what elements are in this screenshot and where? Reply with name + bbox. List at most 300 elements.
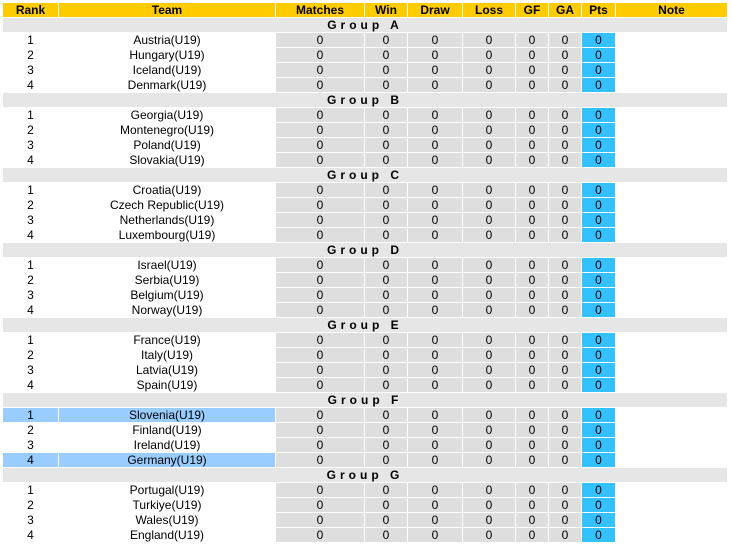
cell-loss: 0 (463, 63, 515, 77)
group-row (3, 93, 727, 107)
table-row[interactable] (3, 378, 727, 392)
cell-gf: 0 (516, 423, 548, 437)
cell-win: 0 (365, 213, 407, 227)
cell-rank: 2 (3, 123, 58, 137)
group-title: Group E (3, 318, 727, 332)
cell-draw: 0 (408, 213, 462, 227)
cell-win: 0 (365, 348, 407, 362)
cell-ga: 0 (549, 528, 581, 542)
cell-win: 0 (365, 378, 407, 392)
cell-pts: 0 (582, 78, 615, 92)
cell-ga: 0 (549, 108, 581, 122)
cell-pts: 0 (582, 378, 615, 392)
cell-loss: 0 (463, 408, 515, 422)
cell-loss: 0 (463, 48, 515, 62)
cell-win: 0 (365, 108, 407, 122)
table-row[interactable] (3, 258, 727, 272)
cell-rank: 1 (3, 408, 58, 422)
table-row[interactable] (3, 48, 727, 62)
group-title: Group D (3, 243, 727, 257)
group-row (3, 318, 727, 332)
cell-team[interactable]: Finland(U19) (59, 423, 275, 437)
cell-draw: 0 (408, 273, 462, 287)
cell-loss: 0 (463, 123, 515, 137)
cell-note (616, 123, 727, 137)
cell-team[interactable]: Czech Republic(U19) (59, 198, 275, 212)
cell-ga: 0 (549, 438, 581, 452)
cell-rank: 3 (3, 138, 58, 152)
cell-win: 0 (365, 228, 407, 242)
cell-rank: 3 (3, 363, 58, 377)
cell-note (616, 213, 727, 227)
cell-loss: 0 (463, 108, 515, 122)
cell-gf: 0 (516, 438, 548, 452)
group-title: Group C (3, 168, 727, 182)
table-row[interactable] (3, 213, 727, 227)
cell-win: 0 (365, 33, 407, 47)
cell-ga: 0 (549, 288, 581, 302)
header-gf[interactable]: GF (516, 3, 548, 17)
cell-note (616, 33, 727, 47)
cell-note (616, 438, 727, 452)
cell-draw: 0 (408, 483, 462, 497)
cell-draw: 0 (408, 333, 462, 347)
cell-win: 0 (365, 288, 407, 302)
cell-loss: 0 (463, 153, 515, 167)
header-loss[interactable]: Loss (463, 3, 515, 17)
cell-team[interactable]: Slovakia(U19) (59, 153, 275, 167)
cell-pts: 0 (582, 528, 615, 542)
cell-win: 0 (365, 408, 407, 422)
cell-pts: 0 (582, 438, 615, 452)
table-body (3, 18, 727, 542)
cell-note (616, 198, 727, 212)
cell-rank: 1 (3, 483, 58, 497)
cell-team[interactable]: Luxembourg(U19) (59, 228, 275, 242)
cell-note (616, 453, 727, 467)
cell-matches: 0 (276, 123, 364, 137)
table-row[interactable] (3, 408, 727, 422)
cell-rank: 1 (3, 183, 58, 197)
cell-ga: 0 (549, 198, 581, 212)
cell-ga: 0 (549, 423, 581, 437)
table-row[interactable] (3, 33, 727, 47)
cell-pts: 0 (582, 48, 615, 62)
cell-matches: 0 (276, 513, 364, 527)
cell-note (616, 183, 727, 197)
table-header (3, 3, 727, 17)
cell-rank: 2 (3, 273, 58, 287)
cell-loss: 0 (463, 258, 515, 272)
table-row[interactable] (3, 153, 727, 167)
cell-gf: 0 (516, 408, 548, 422)
cell-note (616, 378, 727, 392)
group-row (3, 18, 727, 32)
header-rank[interactable]: Rank (3, 3, 58, 17)
cell-team[interactable]: Iceland(U19) (59, 63, 275, 77)
cell-rank: 1 (3, 258, 58, 272)
cell-matches: 0 (276, 273, 364, 287)
cell-note (616, 423, 727, 437)
cell-win: 0 (365, 48, 407, 62)
table-row[interactable] (3, 78, 727, 92)
cell-gf: 0 (516, 258, 548, 272)
cell-gf: 0 (516, 63, 548, 77)
cell-draw: 0 (408, 258, 462, 272)
cell-ga: 0 (549, 363, 581, 377)
cell-matches: 0 (276, 348, 364, 362)
cell-win: 0 (365, 198, 407, 212)
cell-gf: 0 (516, 483, 548, 497)
cell-gf: 0 (516, 513, 548, 527)
header-team[interactable]: Team (59, 3, 275, 17)
cell-draw: 0 (408, 63, 462, 77)
cell-pts: 0 (582, 228, 615, 242)
cell-win: 0 (365, 438, 407, 452)
cell-rank: 4 (3, 78, 58, 92)
cell-gf: 0 (516, 288, 548, 302)
cell-loss: 0 (463, 138, 515, 152)
header-note[interactable]: Note (616, 3, 727, 17)
cell-matches: 0 (276, 138, 364, 152)
cell-team[interactable]: Germany(U19) (59, 453, 275, 467)
cell-team[interactable]: Austria(U19) (59, 33, 275, 47)
cell-draw: 0 (408, 108, 462, 122)
cell-loss: 0 (463, 423, 515, 437)
cell-matches: 0 (276, 153, 364, 167)
cell-pts: 0 (582, 303, 615, 317)
cell-loss: 0 (463, 183, 515, 197)
cell-gf: 0 (516, 453, 548, 467)
cell-note (616, 333, 727, 347)
cell-pts: 0 (582, 423, 615, 437)
cell-loss: 0 (463, 483, 515, 497)
cell-draw: 0 (408, 33, 462, 47)
cell-matches: 0 (276, 333, 364, 347)
cell-win: 0 (365, 153, 407, 167)
group-row (3, 168, 727, 182)
cell-loss: 0 (463, 213, 515, 227)
cell-ga: 0 (549, 273, 581, 287)
header-win[interactable]: Win (365, 3, 407, 17)
cell-note (616, 273, 727, 287)
cell-gf: 0 (516, 123, 548, 137)
cell-ga: 0 (549, 33, 581, 47)
cell-pts: 0 (582, 213, 615, 227)
cell-ga: 0 (549, 408, 581, 422)
table-row[interactable] (3, 513, 727, 527)
cell-matches: 0 (276, 408, 364, 422)
cell-rank: 4 (3, 228, 58, 242)
cell-draw: 0 (408, 288, 462, 302)
cell-rank: 3 (3, 288, 58, 302)
cell-rank: 4 (3, 303, 58, 317)
cell-draw: 0 (408, 138, 462, 152)
cell-pts: 0 (582, 363, 615, 377)
cell-gf: 0 (516, 333, 548, 347)
cell-gf: 0 (516, 348, 548, 362)
cell-pts: 0 (582, 483, 615, 497)
header-ga[interactable]: GA (549, 3, 581, 17)
cell-loss: 0 (463, 333, 515, 347)
cell-pts: 0 (582, 408, 615, 422)
cell-pts: 0 (582, 33, 615, 47)
cell-team[interactable]: Turkiye(U19) (59, 498, 275, 512)
group-row (3, 468, 727, 482)
cell-draw: 0 (408, 498, 462, 512)
cell-matches: 0 (276, 303, 364, 317)
cell-matches: 0 (276, 528, 364, 542)
table-row[interactable] (3, 138, 727, 152)
group-title: Group G (3, 468, 727, 482)
cell-matches: 0 (276, 63, 364, 77)
cell-win: 0 (365, 273, 407, 287)
cell-matches: 0 (276, 33, 364, 47)
cell-pts: 0 (582, 453, 615, 467)
cell-draw: 0 (408, 78, 462, 92)
group-title: Group F (3, 393, 727, 407)
cell-note (616, 483, 727, 497)
cell-draw: 0 (408, 228, 462, 242)
cell-draw: 0 (408, 528, 462, 542)
cell-note (616, 408, 727, 422)
cell-gf: 0 (516, 378, 548, 392)
cell-matches: 0 (276, 453, 364, 467)
cell-rank: 3 (3, 513, 58, 527)
cell-matches: 0 (276, 363, 364, 377)
cell-rank: 1 (3, 33, 58, 47)
cell-gf: 0 (516, 183, 548, 197)
cell-pts: 0 (582, 123, 615, 137)
table-row[interactable] (3, 498, 727, 512)
table-row[interactable] (3, 303, 727, 317)
cell-note (616, 153, 727, 167)
cell-pts: 0 (582, 138, 615, 152)
cell-ga: 0 (549, 123, 581, 137)
cell-pts: 0 (582, 513, 615, 527)
cell-draw: 0 (408, 303, 462, 317)
cell-loss: 0 (463, 453, 515, 467)
cell-note (616, 363, 727, 377)
cell-team[interactable]: Wales(U19) (59, 513, 275, 527)
cell-loss: 0 (463, 498, 515, 512)
cell-draw: 0 (408, 378, 462, 392)
cell-matches: 0 (276, 198, 364, 212)
cell-note (616, 63, 727, 77)
cell-matches: 0 (276, 228, 364, 242)
cell-pts: 0 (582, 333, 615, 347)
group-row (3, 243, 727, 257)
cell-team[interactable]: Latvia(U19) (59, 363, 275, 377)
cell-rank: 3 (3, 213, 58, 227)
cell-win: 0 (365, 528, 407, 542)
cell-gf: 0 (516, 228, 548, 242)
cell-ga: 0 (549, 48, 581, 62)
cell-win: 0 (365, 183, 407, 197)
table-row[interactable] (3, 123, 727, 137)
cell-pts: 0 (582, 108, 615, 122)
cell-matches: 0 (276, 78, 364, 92)
cell-note (616, 48, 727, 62)
cell-matches: 0 (276, 378, 364, 392)
cell-draw: 0 (408, 198, 462, 212)
cell-gf: 0 (516, 363, 548, 377)
cell-win: 0 (365, 483, 407, 497)
cell-team[interactable]: Italy(U19) (59, 348, 275, 362)
cell-team[interactable]: Israel(U19) (59, 258, 275, 272)
cell-gf: 0 (516, 78, 548, 92)
cell-ga: 0 (549, 183, 581, 197)
cell-rank: 3 (3, 438, 58, 452)
table-row[interactable] (3, 363, 727, 377)
header-matches[interactable]: Matches (276, 3, 364, 17)
cell-matches: 0 (276, 213, 364, 227)
cell-rank: 1 (3, 333, 58, 347)
cell-note (616, 498, 727, 512)
cell-ga: 0 (549, 498, 581, 512)
cell-team[interactable]: Norway(U19) (59, 303, 275, 317)
cell-note (616, 288, 727, 302)
header-pts[interactable]: Pts (582, 3, 615, 17)
cell-loss: 0 (463, 198, 515, 212)
cell-team[interactable]: Croatia(U19) (59, 183, 275, 197)
cell-pts: 0 (582, 288, 615, 302)
cell-loss: 0 (463, 273, 515, 287)
cell-ga: 0 (549, 63, 581, 77)
cell-ga: 0 (549, 348, 581, 362)
cell-ga: 0 (549, 258, 581, 272)
cell-rank: 2 (3, 48, 58, 62)
group-title: Group B (3, 93, 727, 107)
cell-loss: 0 (463, 348, 515, 362)
cell-win: 0 (365, 498, 407, 512)
cell-team[interactable]: France(U19) (59, 333, 275, 347)
cell-note (616, 108, 727, 122)
cell-matches: 0 (276, 438, 364, 452)
cell-loss: 0 (463, 378, 515, 392)
table-row[interactable] (3, 273, 727, 287)
table-row[interactable] (3, 348, 727, 362)
table-row[interactable] (3, 288, 727, 302)
cell-draw: 0 (408, 183, 462, 197)
cell-win: 0 (365, 513, 407, 527)
group-row (3, 393, 727, 407)
cell-team[interactable]: Netherlands(U19) (59, 213, 275, 227)
cell-loss: 0 (463, 363, 515, 377)
cell-win: 0 (365, 258, 407, 272)
cell-loss: 0 (463, 78, 515, 92)
cell-note (616, 303, 727, 317)
cell-team[interactable]: Belgium(U19) (59, 288, 275, 302)
cell-win: 0 (365, 423, 407, 437)
cell-rank: 4 (3, 453, 58, 467)
cell-team[interactable]: Hungary(U19) (59, 48, 275, 62)
cell-gf: 0 (516, 213, 548, 227)
cell-gf: 0 (516, 153, 548, 167)
cell-loss: 0 (463, 438, 515, 452)
cell-loss: 0 (463, 303, 515, 317)
cell-team[interactable]: Poland(U19) (59, 138, 275, 152)
cell-matches: 0 (276, 183, 364, 197)
cell-ga: 0 (549, 378, 581, 392)
cell-rank: 4 (3, 153, 58, 167)
cell-team[interactable]: Spain(U19) (59, 378, 275, 392)
cell-ga: 0 (549, 483, 581, 497)
cell-note (616, 528, 727, 542)
cell-draw: 0 (408, 348, 462, 362)
header-draw[interactable]: Draw (408, 3, 462, 17)
cell-loss: 0 (463, 528, 515, 542)
cell-win: 0 (365, 138, 407, 152)
cell-gf: 0 (516, 33, 548, 47)
table-row[interactable] (3, 528, 727, 542)
cell-pts: 0 (582, 348, 615, 362)
cell-team[interactable]: Portugal(U19) (59, 483, 275, 497)
cell-pts: 0 (582, 198, 615, 212)
cell-team[interactable]: Slovenia(U19) (59, 408, 275, 422)
cell-draw: 0 (408, 363, 462, 377)
cell-draw: 0 (408, 408, 462, 422)
cell-ga: 0 (549, 138, 581, 152)
table-row[interactable] (3, 63, 727, 77)
table-row[interactable] (3, 198, 727, 212)
cell-loss: 0 (463, 513, 515, 527)
table-row[interactable] (3, 483, 727, 497)
cell-loss: 0 (463, 228, 515, 242)
cell-matches: 0 (276, 108, 364, 122)
cell-draw: 0 (408, 48, 462, 62)
cell-team[interactable]: Georgia(U19) (59, 108, 275, 122)
cell-draw: 0 (408, 453, 462, 467)
cell-matches: 0 (276, 48, 364, 62)
cell-win: 0 (365, 63, 407, 77)
cell-team[interactable]: Denmark(U19) (59, 78, 275, 92)
cell-team[interactable]: England(U19) (59, 528, 275, 542)
table-row[interactable] (3, 423, 727, 437)
cell-ga: 0 (549, 303, 581, 317)
cell-gf: 0 (516, 138, 548, 152)
cell-matches: 0 (276, 498, 364, 512)
cell-draw: 0 (408, 423, 462, 437)
cell-note (616, 138, 727, 152)
cell-team[interactable]: Ireland(U19) (59, 438, 275, 452)
cell-gf: 0 (516, 303, 548, 317)
cell-ga: 0 (549, 453, 581, 467)
table-row[interactable] (3, 438, 727, 452)
cell-matches: 0 (276, 288, 364, 302)
cell-rank: 2 (3, 423, 58, 437)
cell-win: 0 (365, 123, 407, 137)
table-row[interactable] (3, 453, 727, 467)
cell-team[interactable]: Montenegro(U19) (59, 123, 275, 137)
cell-ga: 0 (549, 78, 581, 92)
table-row[interactable] (3, 333, 727, 347)
cell-matches: 0 (276, 483, 364, 497)
table-row[interactable] (3, 228, 727, 242)
cell-draw: 0 (408, 123, 462, 137)
cell-gf: 0 (516, 528, 548, 542)
cell-pts: 0 (582, 258, 615, 272)
cell-loss: 0 (463, 288, 515, 302)
table-row[interactable] (3, 108, 727, 122)
cell-team[interactable]: Serbia(U19) (59, 273, 275, 287)
cell-loss: 0 (463, 33, 515, 47)
cell-pts: 0 (582, 153, 615, 167)
cell-matches: 0 (276, 423, 364, 437)
cell-rank: 4 (3, 378, 58, 392)
cell-gf: 0 (516, 198, 548, 212)
table-row[interactable] (3, 183, 727, 197)
